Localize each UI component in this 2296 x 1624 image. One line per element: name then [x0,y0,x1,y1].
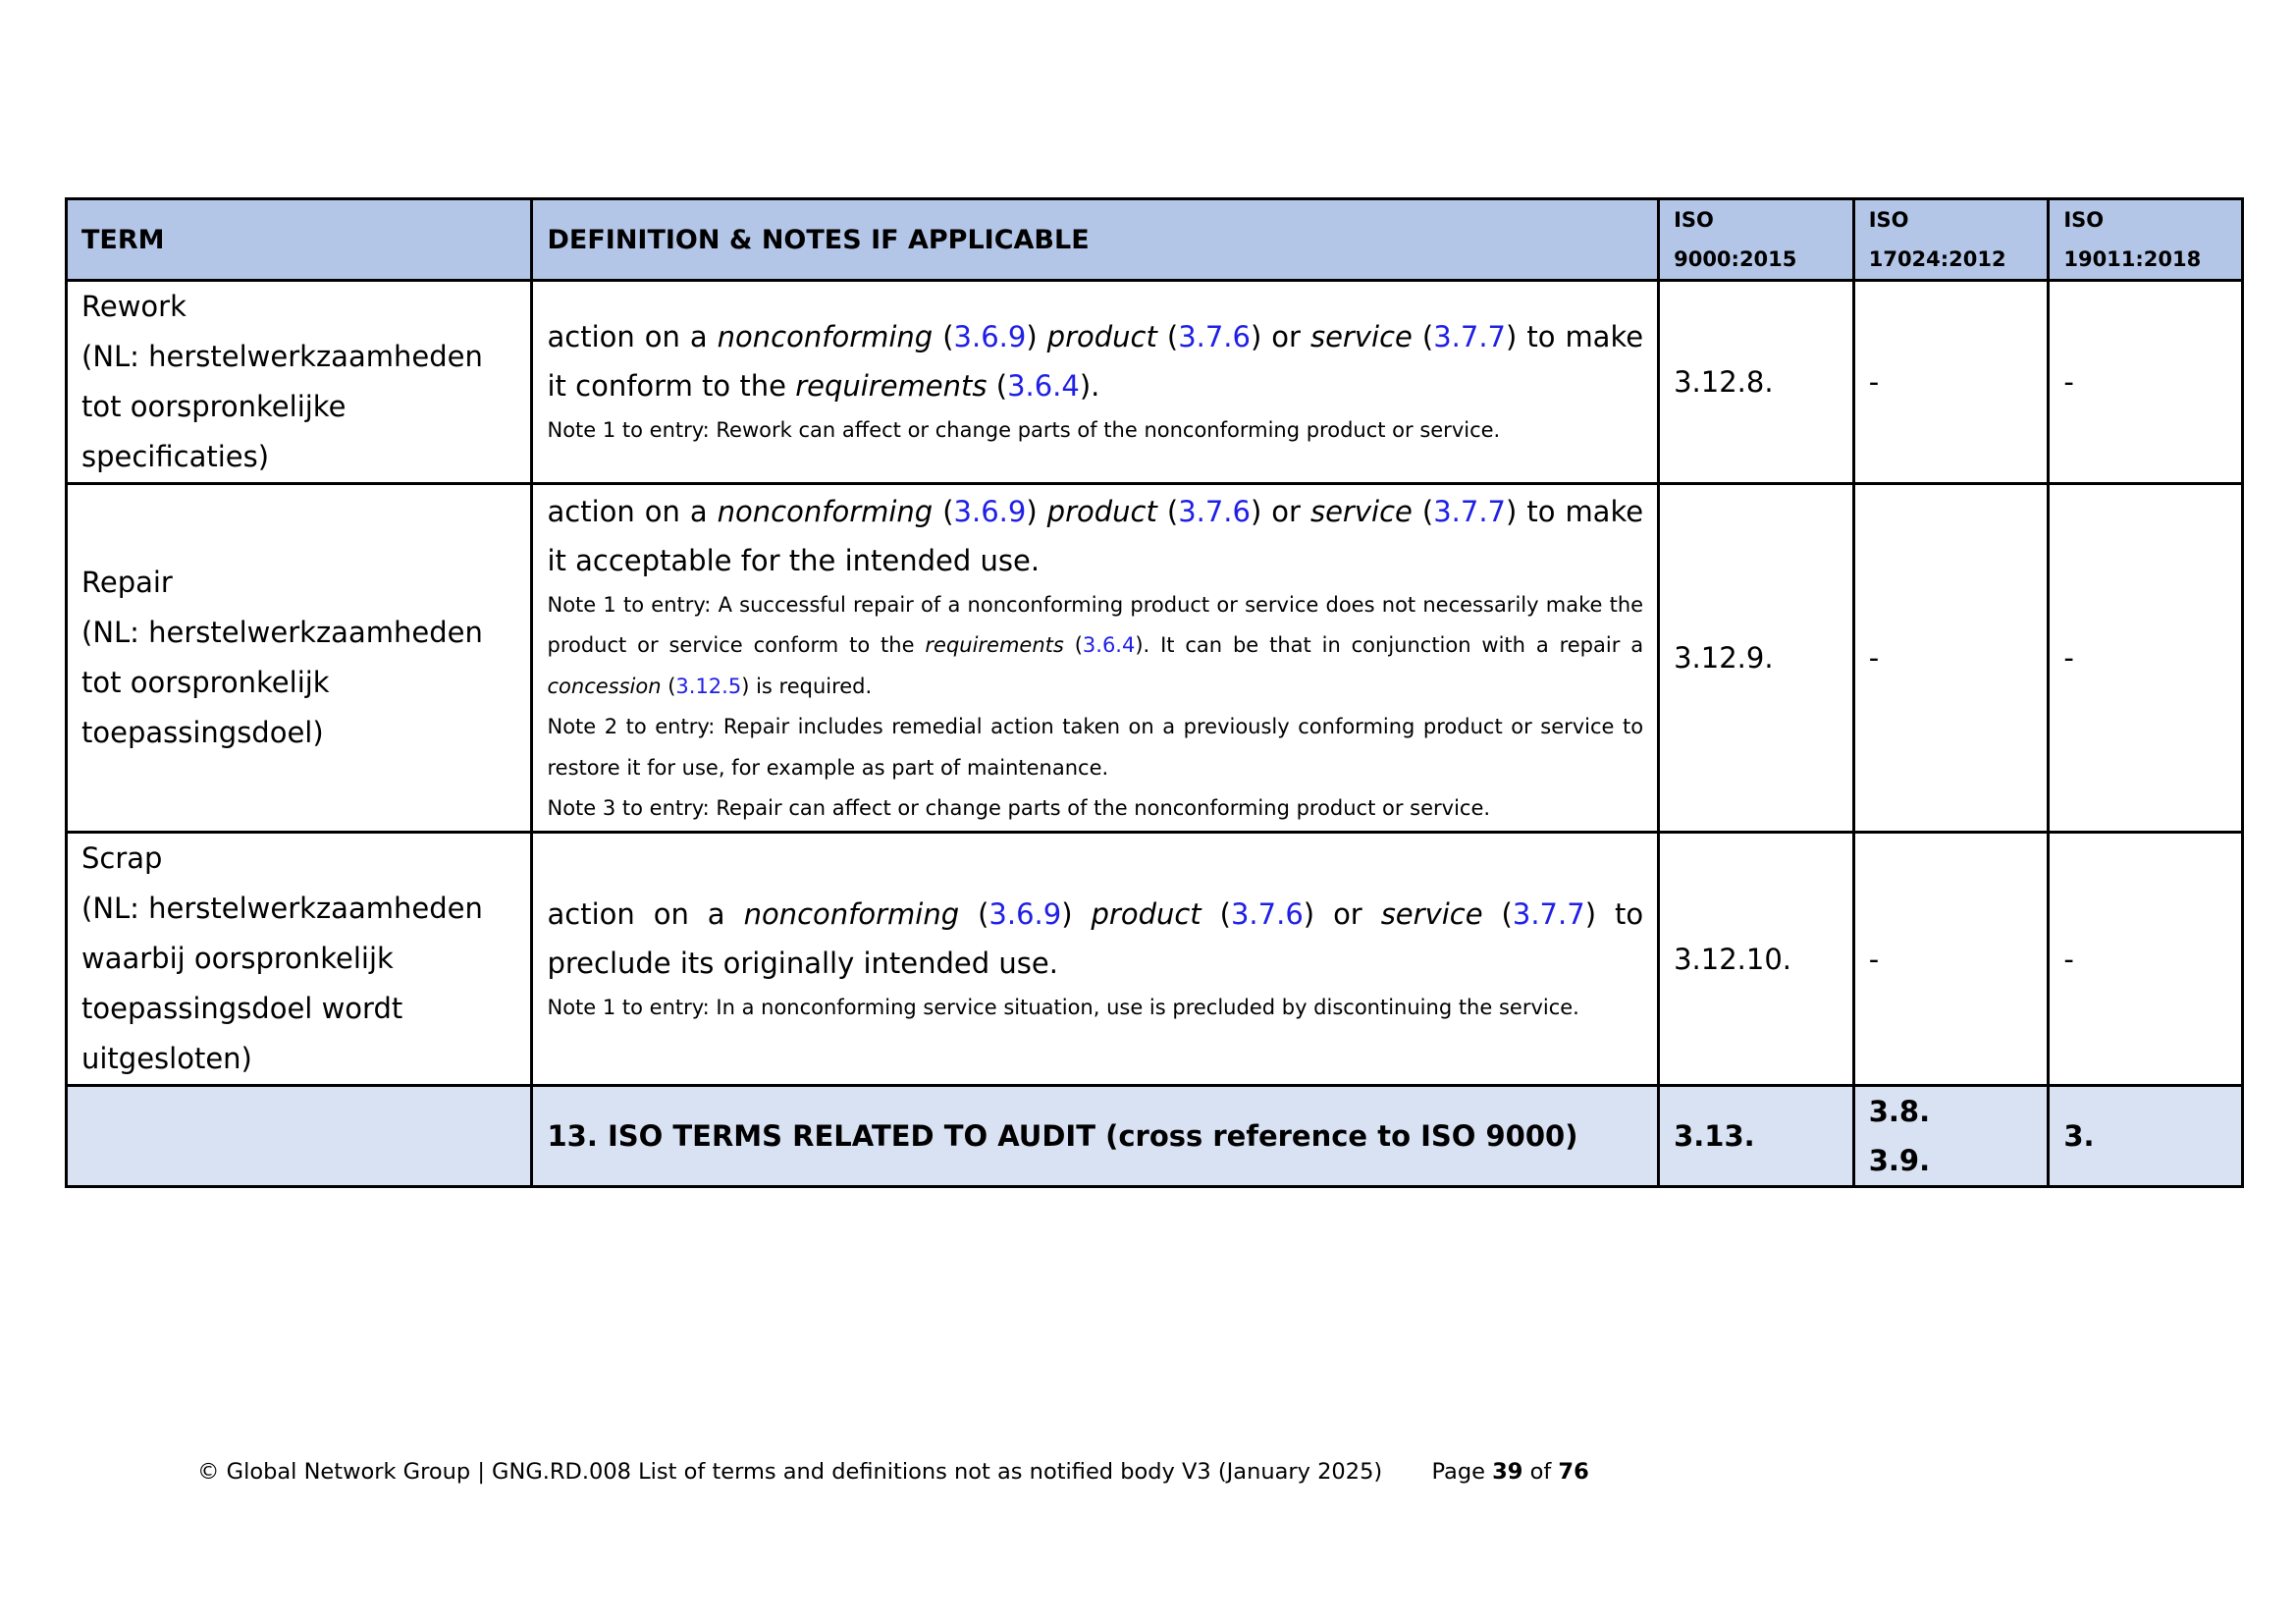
section-row [67,1086,2243,1187]
section-iso19011: 3. [2049,1086,2243,1187]
term-cell [67,833,532,1086]
note-text: Note 1 to entry: Rework can affect or change parts of the nonconforming product or service. [547,418,1501,443]
ref-link[interactable]: 3.6.4 [1082,633,1136,657]
term-cell [67,484,532,833]
iso17024-ref: - [1853,484,2049,833]
term-line: Rework [81,290,187,323]
term-line: (NL: herstelwerkzaamheden [81,616,483,649]
header-iso19011-line1: ISO [2063,208,2105,232]
header-term: TERM [67,199,532,281]
term-line: Scrap [81,841,163,875]
term-line: Repair [81,566,173,599]
iso17024-ref: - [1853,833,2049,1086]
term-line: uitgesloten) [81,1042,252,1075]
section-iso9000: 3.13. [1659,1086,1854,1187]
iso17024-ref: - [1853,281,2049,484]
header-iso17024-line1: ISO [1868,208,1909,232]
term-line: (NL: herstelwerkzaamheden [81,892,483,925]
section-term-empty [67,1086,532,1187]
term-line: toepassingsdoel) [81,716,324,749]
header-iso17024-line2: 17024:2012 [1868,247,2006,271]
term-line: (NL: herstelwerkzaamheden [81,340,483,373]
ref-link[interactable]: 3.6.9 [953,494,1027,528]
definition-cell [532,833,1659,1086]
footer-text: © Global Network Group | GNG.RD.008 List of terms and definitions not as notified body V3 (January 2025) [197,1459,1383,1485]
section-iso17024 [1853,1086,2049,1187]
definition-cell [532,484,1659,833]
note-text: Note 1 to entry: In a nonconforming service situation, use is precluded by discontinuing the service. [547,995,1579,1019]
ref-link[interactable]: 3.6.9 [953,320,1027,354]
iso9000-ref: 3.12.10. [1659,833,1854,1086]
ref-link[interactable]: 3.7.6 [1178,494,1251,528]
ref-link[interactable]: 3.7.6 [1230,896,1304,931]
definition-cell [532,281,1659,484]
header-iso9000 [1659,199,1854,281]
iso19011-ref: - [2049,281,2243,484]
definition-text: action on a nonconforming (3.6.9) product (3.7.6) or service (3.7.7) to make it conform to the requirements (3.6.4). [547,320,1644,404]
term-line: specificaties) [81,440,270,473]
ref-link[interactable]: 3.7.7 [1512,896,1585,931]
table-row [67,281,2243,484]
table-row [67,484,2243,833]
table-header-row [67,199,2243,281]
ref-link[interactable]: 3.7.7 [1433,494,1506,528]
iso19011-ref: - [2049,484,2243,833]
note-text: Note 1 to entry: A successful repair of a nonconforming product or service does not necessarily make the product or service conform to the requirements (3.6.4). It can be that in conjunction with a repair a concession (3.12.5) is required. [547,592,1644,698]
note-text: Note 3 to entry: Repair can affect or change parts of the nonconforming product or service. [547,796,1491,820]
definition-text: action on a nonconforming (3.6.9) product (3.7.6) or service (3.7.7) to make it acceptable for the intended use. [547,494,1644,577]
ref-link[interactable]: 3.6.4 [1007,369,1080,404]
term-line: tot oorspronkelijk [81,666,330,699]
header-definition: DEFINITION & NOTES IF APPLICABLE [532,199,1659,281]
term-line: waarbij oorspronkelijk [81,942,394,975]
section-title: 13. ISO TERMS RELATED TO AUDIT (cross reference to ISO 9000) [532,1086,1659,1187]
iso9000-ref: 3.12.9. [1659,484,1854,833]
note-text: Note 2 to entry: Repair includes remedial action taken on a previously conforming product or service to restore it for use, for example as part of maintenance. [547,715,1644,780]
section-iso17024-line: 3.8. [1868,1095,1931,1128]
iso19011-ref: - [2049,833,2243,1086]
ref-link[interactable]: 3.12.5 [675,674,742,698]
terms-table [65,197,2244,1188]
ref-link[interactable]: 3.7.7 [1433,320,1506,354]
footer-page-total: 76 [1558,1459,1589,1485]
ref-link[interactable]: 3.7.6 [1178,320,1251,354]
page-footer [197,1459,1589,1485]
term-cell [67,281,532,484]
section-iso17024-line: 3.9. [1868,1144,1931,1177]
footer-page-label: Page [1431,1459,1485,1485]
footer-of-label: of [1529,1459,1552,1485]
header-iso9000-line1: ISO [1674,208,1714,232]
definition-text: action on a nonconforming (3.6.9) product (3.7.6) or service (3.7.7) to preclude its originally intended use. [547,896,1644,980]
header-iso19011-line2: 19011:2018 [2063,247,2202,271]
header-iso17024 [1853,199,2049,281]
header-iso19011 [2049,199,2243,281]
table-row [67,833,2243,1086]
header-iso9000-line2: 9000:2015 [1674,247,1797,271]
ref-link[interactable]: 3.6.9 [988,896,1062,931]
iso9000-ref: 3.12.8. [1659,281,1854,484]
term-line: toepassingsdoel wordt [81,992,403,1025]
footer-page-number: 39 [1492,1459,1523,1485]
term-line: tot oorspronkelijke [81,390,347,423]
